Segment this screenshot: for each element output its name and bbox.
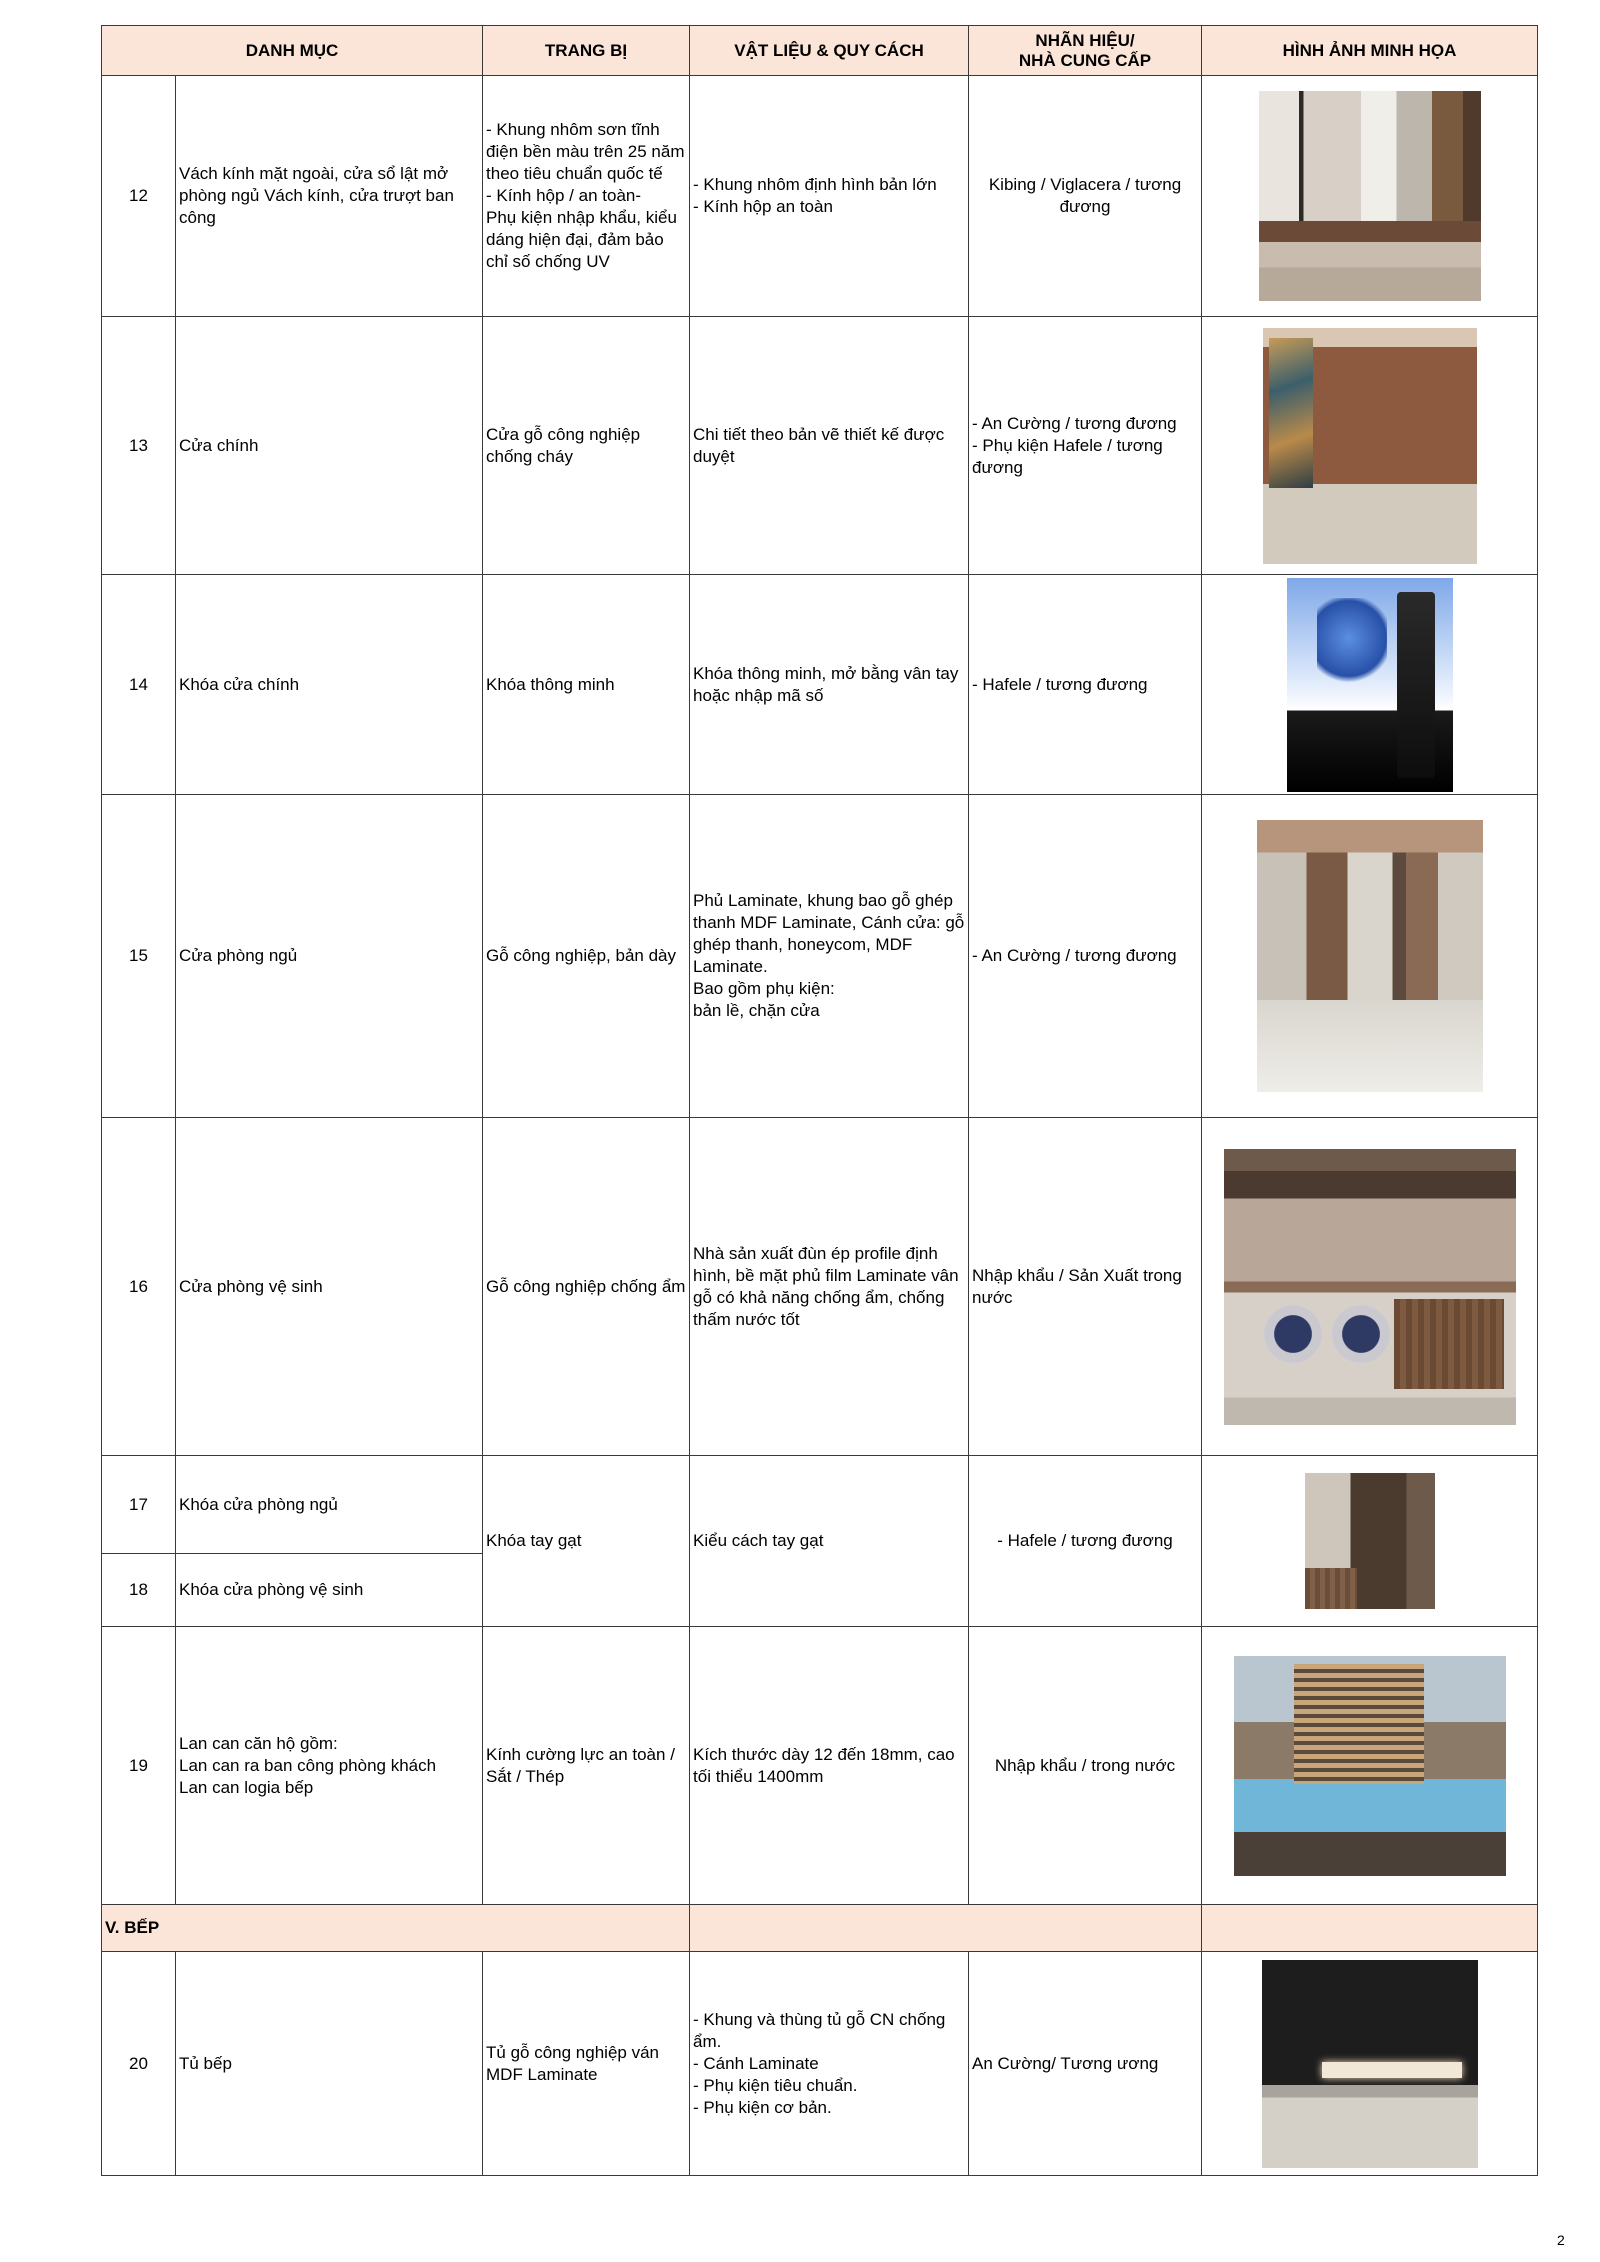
building-icon xyxy=(1294,1664,1424,1784)
row-material: Khóa thông minh, mở bằng vân tay hoặc nhập mã số xyxy=(690,575,969,795)
building-pool-photo-icon xyxy=(1234,1656,1506,1876)
row-equipment: Kính cường lực an toàn / Sắt / Thép xyxy=(483,1627,690,1905)
row-item: Khóa cửa chính xyxy=(176,575,483,795)
row-image-cell xyxy=(1202,795,1538,1118)
table-row xyxy=(102,575,1538,795)
row-item: Khóa cửa phòng vệ sinh xyxy=(176,1554,483,1627)
table-row xyxy=(102,1118,1538,1456)
row-equipment: Gỗ công nghiệp, bản dày xyxy=(483,795,690,1118)
row-item: Vách kính mặt ngoài, cửa sổ lật mở phòng ngủ Vách kính, cửa trượt ban công xyxy=(176,76,483,317)
row-material: - Khung nhôm định hình bản lớn - Kính hộp an toàn xyxy=(690,76,969,317)
row-brand: Nhập khẩu / trong nước xyxy=(969,1627,1202,1905)
table-row xyxy=(102,1627,1538,1905)
section-empty-cell xyxy=(690,1905,1202,1952)
row-image-cell xyxy=(1202,1456,1538,1627)
row-equipment: Tủ gỗ công nghiệp ván MDF Laminate xyxy=(483,1952,690,2176)
row-image-cell xyxy=(1202,76,1538,317)
row-number: 12 xyxy=(102,76,176,317)
row-number: 16 xyxy=(102,1118,176,1456)
row-item: Lan can căn hộ gồm: Lan can ra ban công phòng khách Lan can logia bếp xyxy=(176,1627,483,1905)
row-material: Nhà sản xuất đùn ép profile định hình, bề mặt phủ film Laminate vân gỗ có khả năng chống ẩm, chống thấm nước tốt xyxy=(690,1118,969,1456)
smart-lock-icon xyxy=(1397,592,1435,778)
header-material: VẬT LIỆU & QUY CÁCH xyxy=(690,26,969,76)
kitchen-cabinet-photo-icon xyxy=(1262,1960,1478,2168)
page-number: 2 xyxy=(1557,2232,1565,2248)
row-material: Chi tiết theo bản vẽ thiết kế được duyệt xyxy=(690,317,969,575)
row-number: 18 xyxy=(102,1554,176,1627)
row-number: 14 xyxy=(102,575,176,795)
row-brand: - Hafele / tương đương xyxy=(969,1456,1202,1627)
row-equipment: Gỗ công nghiệp chống ẩm xyxy=(483,1118,690,1456)
section-empty-cell xyxy=(1202,1905,1538,1952)
row-equipment: Khóa thông minh xyxy=(483,575,690,795)
lever-handle-photo-icon xyxy=(1305,1473,1435,1609)
wall-art-icon xyxy=(1269,338,1313,488)
section-row xyxy=(102,1905,1538,1952)
header-category: DANH MỤC xyxy=(102,26,483,76)
table-row xyxy=(102,1456,1538,1554)
hallway-doors-photo-icon xyxy=(1257,820,1483,1092)
cabinet-icon xyxy=(1305,1568,1357,1609)
row-equipment: Khóa tay gạt xyxy=(483,1456,690,1627)
row-item: Khóa cửa phòng ngủ xyxy=(176,1456,483,1554)
row-brand: Kibing / Viglacera / tương đương xyxy=(969,76,1202,317)
row-number: 13 xyxy=(102,317,176,575)
row-brand: An Cường/ Tương ương xyxy=(969,1952,1202,2176)
ai-head-icon xyxy=(1317,598,1387,688)
row-brand: Nhập khẩu / Sản Xuất trong nước xyxy=(969,1118,1202,1456)
row-item: Cửa phòng ngủ xyxy=(176,795,483,1118)
row-item: Cửa chính xyxy=(176,317,483,575)
row-image-cell xyxy=(1202,1952,1538,2176)
table-header xyxy=(102,26,1538,76)
header-brand: NHÃN HIỆU/ NHÀ CUNG CẤP xyxy=(969,26,1202,76)
smart-lock-photo-icon xyxy=(1287,578,1453,792)
row-item: Tủ bếp xyxy=(176,1952,483,2176)
bedroom-photo-icon xyxy=(1259,91,1481,301)
row-material: Phủ Laminate, khung bao gỗ ghép thanh MDF Laminate, Cánh cửa: gỗ ghép thanh, honeycom, MDF Laminate. Bao gồm phụ kiện: bản lề, chặn cửa xyxy=(690,795,969,1118)
row-material: Kích thước dày 12 đến 18mm, cao tối thiểu 1400mm xyxy=(690,1627,969,1905)
washing-machine-icon xyxy=(1264,1305,1322,1363)
row-image-cell xyxy=(1202,1118,1538,1456)
spec-table xyxy=(101,25,1538,2176)
floor-icon xyxy=(1257,1000,1483,1092)
row-number: 15 xyxy=(102,795,176,1118)
row-brand: - Hafele / tương đương xyxy=(969,575,1202,795)
section-title: V. BẾP xyxy=(102,1905,690,1952)
counter-light-icon xyxy=(1322,2062,1462,2078)
row-brand: - An Cường / tương đương xyxy=(969,795,1202,1118)
table-row xyxy=(102,76,1538,317)
entrance-corridor-photo-icon xyxy=(1263,328,1477,564)
row-number: 20 xyxy=(102,1952,176,2176)
row-number: 17 xyxy=(102,1456,176,1554)
row-image-cell xyxy=(1202,317,1538,575)
header-equipment: TRANG BỊ xyxy=(483,26,690,76)
header-image: HÌNH ẢNH MINH HỌA xyxy=(1202,26,1538,76)
washing-machine-icon xyxy=(1332,1305,1390,1363)
row-equipment: - Khung nhôm sơn tĩnh điện bền màu trên 25 năm theo tiêu chuẩn quốc tế - Kính hộp / an toàn- Phụ kiện nhập khẩu, kiểu dáng hiện đại, đảm bảo chỉ số chống UV xyxy=(483,76,690,317)
table-row xyxy=(102,795,1538,1118)
table-row xyxy=(102,317,1538,575)
row-image-cell xyxy=(1202,575,1538,795)
row-equipment: Cửa gỗ công nghiệp chống cháy xyxy=(483,317,690,575)
laundry-room-photo-icon xyxy=(1224,1149,1516,1425)
cabinet-icon xyxy=(1394,1299,1504,1389)
row-item: Cửa phòng vệ sinh xyxy=(176,1118,483,1456)
row-number: 19 xyxy=(102,1627,176,1905)
table-row xyxy=(102,1952,1538,2176)
row-material: Kiểu cách tay gạt xyxy=(690,1456,969,1627)
row-image-cell xyxy=(1202,1627,1538,1905)
row-material: - Khung và thùng tủ gỗ CN chống ẩm. - Cánh Laminate - Phụ kiện tiêu chuẩn. - Phụ kiện cơ bản. xyxy=(690,1952,969,2176)
row-brand: - An Cường / tương đương - Phụ kiện Hafele / tương đương xyxy=(969,317,1202,575)
